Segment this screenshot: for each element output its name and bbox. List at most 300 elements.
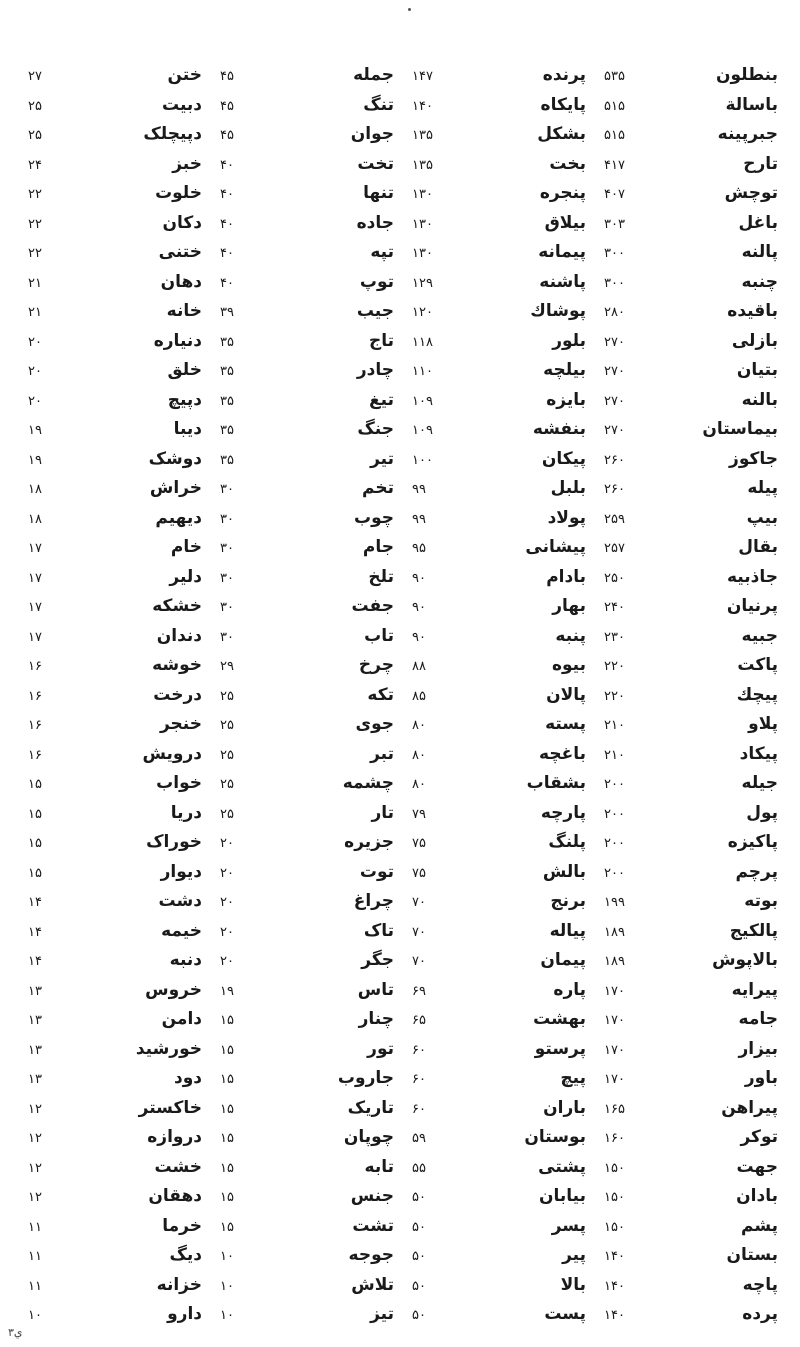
entry-number: ۱۹ xyxy=(220,983,234,999)
entry-number: ۲۰ xyxy=(28,393,42,409)
word-entry xyxy=(404,210,596,236)
entry-number: ۱۷ xyxy=(28,570,42,586)
entry-word: بلور xyxy=(552,330,586,351)
entry-number: ۲۵ xyxy=(220,718,234,733)
entry-word: باران xyxy=(543,1097,586,1118)
entry-word: بیماستان xyxy=(702,419,778,439)
entry-number: ۲۰ xyxy=(220,865,234,881)
entry-number: ۱۵ xyxy=(220,1042,234,1058)
entry-word: بیپ xyxy=(746,507,778,528)
entry-number: ۲۵ xyxy=(220,777,234,792)
word-entry xyxy=(212,682,404,708)
word-entry xyxy=(596,387,788,413)
entry-number: ۹۹ xyxy=(412,511,426,527)
column-2 xyxy=(404,62,596,1327)
entry-number: ۴۵ xyxy=(220,69,234,84)
entry-word: خرما xyxy=(162,1215,202,1236)
entry-word: پالان xyxy=(546,684,586,705)
entry-word: بنفشه xyxy=(532,419,586,439)
entry-number: ۱۴۰ xyxy=(604,1308,625,1323)
entry-number: ۱۱۸ xyxy=(412,334,433,350)
entry-word: دامن xyxy=(161,1009,202,1029)
entry-word: دروازه xyxy=(147,1127,202,1147)
word-entry xyxy=(596,888,788,914)
entry-number: ۱۶ xyxy=(28,688,42,704)
word-entry xyxy=(212,298,404,324)
entry-number: ۱۰ xyxy=(28,1308,42,1323)
word-entry xyxy=(20,1124,212,1150)
entry-word: ختنی xyxy=(158,242,202,262)
word-entry xyxy=(20,92,212,118)
word-entry xyxy=(212,947,404,973)
entry-word: باسالة xyxy=(725,94,778,115)
entry-number: ۱۷ xyxy=(28,541,42,556)
word-entry xyxy=(212,564,404,590)
word-entry xyxy=(596,269,788,295)
entry-word: پیچك xyxy=(736,684,778,705)
word-entry xyxy=(404,947,596,973)
entry-word: تابه xyxy=(364,1156,394,1177)
entry-word: جنس xyxy=(350,1186,394,1206)
entry-number: ۵۱۵ xyxy=(604,98,625,114)
word-entry xyxy=(404,918,596,944)
entry-word: جامه xyxy=(738,1009,778,1029)
entry-word: پول xyxy=(746,802,778,823)
entry-number: ۱۴۰ xyxy=(604,1278,625,1294)
word-entry xyxy=(20,1006,212,1032)
entry-word: پست xyxy=(544,1304,586,1324)
entry-number: ۷۰ xyxy=(412,895,426,910)
entry-word: دندان xyxy=(156,625,202,646)
entry-word: پایکاه xyxy=(540,94,586,115)
word-entry xyxy=(404,593,596,619)
entry-word: بقال xyxy=(738,537,778,557)
entry-word: پشم xyxy=(740,1215,778,1236)
word-entry xyxy=(212,800,404,826)
word-entry xyxy=(404,888,596,914)
entry-number: ۲۰ xyxy=(220,954,234,969)
word-entry xyxy=(404,239,596,265)
entry-word: تنگ xyxy=(363,94,394,115)
entry-word: توکر xyxy=(740,1127,778,1147)
entry-word: چرخ xyxy=(358,655,394,675)
entry-word: پاکیزه xyxy=(727,832,778,852)
word-entry xyxy=(20,623,212,649)
entry-word: تاج xyxy=(368,330,394,351)
entry-number: ۲۵ xyxy=(28,128,42,143)
entry-number: ۲۷۰ xyxy=(604,364,625,379)
word-entry xyxy=(596,92,788,118)
word-entry xyxy=(20,947,212,973)
word-entry xyxy=(20,446,212,472)
entry-word: پولاد xyxy=(547,507,586,528)
entry-number: ۱۳۵ xyxy=(412,128,433,143)
entry-word: خانه xyxy=(166,301,202,321)
word-entry xyxy=(212,534,404,560)
word-entry xyxy=(212,1154,404,1180)
word-entry xyxy=(212,711,404,737)
entry-word: دهقان xyxy=(148,1186,202,1206)
entry-number: ۱۰۰ xyxy=(412,452,433,468)
entry-number: ۱۱۰ xyxy=(412,364,433,379)
entry-number: ۱۲۹ xyxy=(412,275,433,291)
entry-number: ۱۵ xyxy=(220,1072,234,1087)
entry-number: ۱۸ xyxy=(28,482,42,497)
entry-word: پاکت xyxy=(737,655,778,675)
word-entry xyxy=(20,1272,212,1298)
word-entry xyxy=(404,741,596,767)
entry-word: پیکان xyxy=(541,448,586,469)
entry-number: ۸۵ xyxy=(412,688,426,704)
entry-number: ۲۰۰ xyxy=(604,865,625,881)
entry-number: ۵۰ xyxy=(412,1190,426,1205)
word-entry xyxy=(596,121,788,147)
entry-word: بالنه xyxy=(741,389,778,410)
word-entry xyxy=(20,475,212,501)
word-entry xyxy=(212,1095,404,1121)
entry-word: پشتی xyxy=(538,1156,586,1177)
entry-number: ۲۶۰ xyxy=(604,482,625,497)
word-entry xyxy=(404,1006,596,1032)
word-entry xyxy=(212,829,404,855)
entry-number: ۱۵ xyxy=(28,865,42,881)
entry-word: باور xyxy=(744,1068,778,1088)
entry-word: دوشک xyxy=(148,448,202,469)
entry-number: ۲۵۹ xyxy=(604,511,625,527)
entry-word: دبیت xyxy=(161,94,202,115)
entry-number: ۶۰ xyxy=(412,1101,426,1117)
entry-number: ۱۷۰ xyxy=(604,1072,625,1087)
word-entry xyxy=(20,239,212,265)
word-entry xyxy=(212,180,404,206)
entry-number: ۱۷۰ xyxy=(604,1013,625,1028)
word-entry xyxy=(404,151,596,177)
entry-number: ۲۱ xyxy=(28,275,42,291)
entry-number: ۱۵ xyxy=(220,1219,234,1235)
entry-number: ۲۵۷ xyxy=(604,541,625,556)
word-entry xyxy=(404,387,596,413)
word-entry xyxy=(596,62,788,88)
entry-number: ۳۵ xyxy=(220,334,234,350)
entry-number: ۱۰ xyxy=(220,1249,234,1264)
entry-word: پالکیج xyxy=(729,920,778,941)
word-entry xyxy=(20,1154,212,1180)
entry-word: خوراک xyxy=(146,832,202,852)
entry-number: ۱۴ xyxy=(28,895,42,910)
entry-number: ۳۹ xyxy=(220,305,234,320)
entry-number: ۲۴۰ xyxy=(604,600,625,615)
entry-number: ۱۶ xyxy=(28,747,42,763)
entry-word: بشقاب xyxy=(526,773,586,793)
word-entry xyxy=(20,151,212,177)
word-entry xyxy=(404,269,596,295)
entry-number: ۱۱ xyxy=(28,1249,42,1264)
entry-word: تاریک xyxy=(347,1097,394,1118)
word-entry xyxy=(404,1242,596,1268)
entry-word: پرنده xyxy=(542,65,586,85)
word-entry xyxy=(212,1301,404,1327)
word-entry xyxy=(212,1183,404,1209)
entry-number: ۱۸ xyxy=(28,511,42,527)
word-entry xyxy=(596,1095,788,1121)
entry-number: ۱۲ xyxy=(28,1101,42,1117)
entry-word: جزیره xyxy=(344,832,394,852)
entry-word: خزانه xyxy=(156,1274,202,1295)
entry-word: بوستان xyxy=(524,1127,586,1147)
entry-word: بادام xyxy=(546,566,586,587)
entry-word: دپیچ xyxy=(167,389,202,410)
entry-number: ۱۵۰ xyxy=(604,1190,625,1205)
entry-word: تلاش xyxy=(351,1274,394,1295)
entry-word: بوته xyxy=(744,891,778,911)
entry-number: ۸۰ xyxy=(412,777,426,792)
word-entry xyxy=(404,534,596,560)
word-entry xyxy=(596,1036,788,1062)
word-entry xyxy=(20,505,212,531)
word-entry xyxy=(20,1036,212,1062)
word-entry xyxy=(20,269,212,295)
entry-word: پسته xyxy=(545,714,586,734)
entry-number: ۱۷ xyxy=(28,600,42,615)
entry-word: بالاپوش xyxy=(712,950,778,970)
entry-number: ۳۰ xyxy=(220,541,234,556)
entry-number: ۱۱ xyxy=(28,1219,42,1235)
entry-word: دشت xyxy=(158,891,202,911)
word-entry xyxy=(404,475,596,501)
word-entry xyxy=(20,770,212,796)
word-entry xyxy=(20,1242,212,1268)
entry-number: ۱۵ xyxy=(220,1190,234,1205)
entry-number: ۵۰ xyxy=(412,1249,426,1264)
word-entry xyxy=(20,328,212,354)
entry-word: دیبا xyxy=(173,419,202,439)
entry-word: جیله xyxy=(741,773,778,793)
entry-number: ۴۰ xyxy=(220,216,234,232)
entry-number: ۱۷۰ xyxy=(604,983,625,999)
word-entry xyxy=(20,387,212,413)
word-entry xyxy=(596,1183,788,1209)
entry-number: ۱۳ xyxy=(28,1013,42,1028)
entry-word: درخت xyxy=(153,684,202,705)
entry-number: ۲۰ xyxy=(28,364,42,379)
entry-word: تبر xyxy=(370,743,394,764)
column-1 xyxy=(596,62,788,1327)
word-entry xyxy=(212,62,404,88)
entry-word: دیگ xyxy=(169,1245,202,1265)
entry-number: ۱۵ xyxy=(28,777,42,792)
entry-word: تاک xyxy=(363,920,394,941)
entry-number: ۱۷ xyxy=(28,629,42,645)
entry-word: تیر xyxy=(370,448,394,469)
entry-word: تار xyxy=(371,802,394,823)
entry-word: بهشت xyxy=(533,1009,586,1029)
entry-word: دود xyxy=(173,1068,202,1088)
word-entry xyxy=(20,357,212,383)
word-entry xyxy=(212,357,404,383)
entry-word: بیوه xyxy=(551,655,586,675)
entry-word: تیز xyxy=(370,1304,394,1324)
word-entry xyxy=(404,652,596,678)
entry-word: دلیر xyxy=(169,566,202,587)
entry-number: ۱۵ xyxy=(220,1160,234,1176)
entry-word: جوان xyxy=(350,124,394,144)
entry-word: بایزه xyxy=(546,389,586,410)
word-entry xyxy=(20,121,212,147)
entry-number: ۲۵ xyxy=(220,688,234,704)
entry-word: خوشه xyxy=(152,655,202,675)
entry-word: پیله xyxy=(747,478,778,498)
entry-number: ۵۰ xyxy=(412,1308,426,1323)
entry-number: ۱۴ xyxy=(28,924,42,940)
entry-word: دریا xyxy=(170,802,202,823)
word-entry xyxy=(212,328,404,354)
entry-word: پیاله xyxy=(549,920,586,941)
entry-word: دارو xyxy=(167,1304,202,1324)
entry-number: ۶۰ xyxy=(412,1042,426,1058)
word-entry xyxy=(404,180,596,206)
entry-number: ۲۱۰ xyxy=(604,718,625,733)
entry-number: ۳۰ xyxy=(220,482,234,497)
word-entry xyxy=(596,1272,788,1298)
word-entry xyxy=(596,711,788,737)
entry-number: ۲۰۰ xyxy=(604,777,625,792)
word-entry xyxy=(212,151,404,177)
entry-number: ۱۵۰ xyxy=(604,1219,625,1235)
entry-number: ۶۵ xyxy=(412,1013,426,1028)
entry-number: ۱۳۰ xyxy=(412,246,433,261)
entry-word: خیمه xyxy=(161,920,202,941)
entry-number: ۳۰۳ xyxy=(604,216,625,232)
entry-word: پنجره xyxy=(539,183,586,203)
entry-word: تنها xyxy=(363,183,394,203)
entry-number: ۲۲۰ xyxy=(604,688,625,704)
entry-number: ۷۰ xyxy=(412,924,426,940)
entry-number: ۲۱۰ xyxy=(604,747,625,763)
entry-word: خاکستر xyxy=(138,1097,202,1118)
entry-word: خروس xyxy=(145,979,202,1000)
footer-mark: ي٣ xyxy=(8,1326,23,1339)
word-entry xyxy=(20,800,212,826)
word-entry xyxy=(596,652,788,678)
entry-number: ۱۴۷ xyxy=(412,69,433,84)
entry-word: پیرایه xyxy=(731,979,778,1000)
entry-word: دکان xyxy=(162,212,202,233)
entry-word: جگر xyxy=(361,950,394,970)
entry-number: ۵۱۵ xyxy=(604,128,625,143)
entry-number: ۹۹ xyxy=(412,482,426,497)
word-entry xyxy=(20,888,212,914)
entry-word: پارچه xyxy=(540,802,586,823)
entry-word: خشت xyxy=(154,1156,202,1177)
entry-number: ۱۵ xyxy=(28,836,42,851)
entry-number: ۱۰۹ xyxy=(412,393,433,409)
word-entry xyxy=(596,947,788,973)
entry-number: ۱۵ xyxy=(220,1101,234,1117)
word-entry xyxy=(596,1065,788,1091)
entry-word: بخت xyxy=(549,153,586,174)
word-entry xyxy=(404,1213,596,1239)
word-entry xyxy=(596,475,788,501)
entry-number: ۴۰ xyxy=(220,157,234,173)
entry-number: ۸۰ xyxy=(412,718,426,733)
entry-word: برنج xyxy=(550,891,586,911)
entry-word: جاکوز xyxy=(729,448,778,469)
entry-word: چنار xyxy=(358,1009,394,1029)
entry-number: ۳۰ xyxy=(220,570,234,586)
entry-word: خراش xyxy=(149,478,202,498)
entry-number: ۲۸۰ xyxy=(604,305,625,320)
word-entry xyxy=(20,298,212,324)
entry-number: ۱۴ xyxy=(28,954,42,969)
column-4 xyxy=(20,62,212,1327)
word-entry xyxy=(212,416,404,442)
entry-number: ۲۶۰ xyxy=(604,452,625,468)
entry-number: ۱۸۹ xyxy=(604,924,625,940)
entry-number: ۱۲ xyxy=(28,1131,42,1146)
word-entry xyxy=(404,770,596,796)
entry-word: باقیده xyxy=(727,301,778,321)
entry-number: ۲۲ xyxy=(28,246,42,261)
entry-number: ۲۵۰ xyxy=(604,570,625,586)
entry-word: دیوار xyxy=(160,861,202,882)
word-entry xyxy=(596,977,788,1003)
entry-word: جبیه xyxy=(741,625,778,646)
entry-word: پاره xyxy=(553,979,586,1000)
entry-number: ۵۹ xyxy=(412,1131,426,1146)
word-entry xyxy=(20,918,212,944)
entry-number: ۱۷۰ xyxy=(604,1042,625,1058)
entry-word: بیابان xyxy=(539,1186,586,1206)
word-entry xyxy=(596,1124,788,1150)
word-entry xyxy=(20,210,212,236)
entry-word: پیراهن xyxy=(721,1097,778,1118)
entry-number: ۷۵ xyxy=(412,865,426,881)
word-entry xyxy=(212,859,404,885)
word-entry xyxy=(596,1301,788,1327)
entry-number: ۴۰ xyxy=(220,246,234,261)
word-entry xyxy=(404,298,596,324)
entry-word: تلخ xyxy=(368,566,394,587)
entry-word: بستان xyxy=(726,1245,778,1265)
entry-number: ۹۵ xyxy=(412,541,426,556)
entry-word: دهان xyxy=(160,271,202,292)
entry-word: پلاو xyxy=(748,714,778,734)
entry-number: ۳۰ xyxy=(220,600,234,615)
word-entry xyxy=(20,1301,212,1327)
entry-number: ۱۳ xyxy=(28,983,42,999)
entry-word: بازلی xyxy=(731,330,778,351)
entry-number: ۷۵ xyxy=(412,836,426,851)
word-entry xyxy=(212,1213,404,1239)
word-entry xyxy=(20,652,212,678)
entry-number: ۲۲ xyxy=(28,216,42,232)
word-entry xyxy=(20,1183,212,1209)
entry-word: چشمه xyxy=(342,773,394,793)
word-entry xyxy=(404,121,596,147)
entry-word: چنبه xyxy=(741,271,778,292)
entry-word: جاذبیه xyxy=(727,566,778,587)
word-entry xyxy=(596,1154,788,1180)
word-entry xyxy=(596,328,788,354)
entry-word: جیب xyxy=(356,301,394,321)
entry-word: بالا xyxy=(560,1274,586,1295)
word-entry xyxy=(596,593,788,619)
entry-word: خام xyxy=(170,537,202,557)
entry-word: چادر xyxy=(356,360,394,380)
entry-number: ۸۸ xyxy=(412,659,426,674)
word-entry xyxy=(596,534,788,560)
word-entry xyxy=(404,1124,596,1150)
